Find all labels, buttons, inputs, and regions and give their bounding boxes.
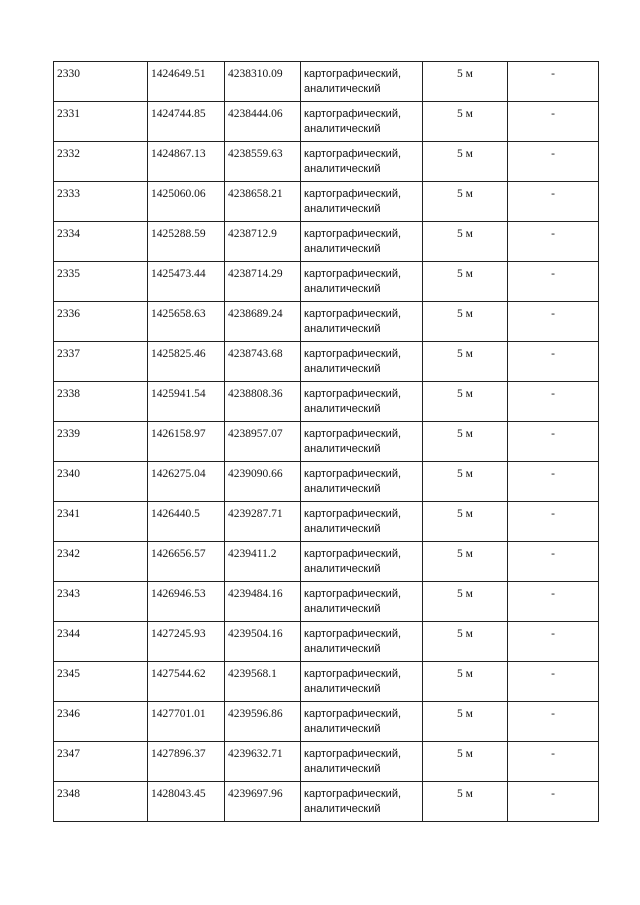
method-cell bbox=[301, 502, 423, 542]
method-text-line-1: картографический, bbox=[304, 748, 402, 760]
method-text-line-1: картографический, bbox=[304, 708, 402, 720]
method-text-line-1: картографический, bbox=[304, 188, 402, 200]
point-number-cell: 2338 bbox=[54, 382, 148, 422]
note-cell: - bbox=[508, 502, 599, 542]
table-row bbox=[54, 502, 599, 542]
method-cell bbox=[301, 742, 423, 782]
accuracy-cell: 5 м bbox=[423, 662, 508, 702]
x-coordinate-cell: 1426275.04 bbox=[148, 462, 225, 502]
x-coordinate-cell: 1424867.13 bbox=[148, 142, 225, 182]
note-cell: - bbox=[508, 342, 599, 382]
method-text-line-2: аналитический bbox=[304, 83, 381, 95]
accuracy-cell: 5 м bbox=[423, 422, 508, 462]
method-text-line-1: картографический, bbox=[304, 68, 402, 80]
point-number-cell: 2336 bbox=[54, 302, 148, 342]
accuracy-cell: 5 м bbox=[423, 622, 508, 662]
note-cell: - bbox=[508, 222, 599, 262]
y-coordinate-cell: 4238743.68 bbox=[225, 342, 301, 382]
note-cell: - bbox=[508, 422, 599, 462]
y-coordinate-cell: 4238310.09 bbox=[225, 62, 301, 102]
method-text-line-1: картографический, bbox=[304, 228, 402, 240]
table-row bbox=[54, 102, 599, 142]
point-number-cell: 2341 bbox=[54, 502, 148, 542]
y-coordinate-cell: 4239596.86 bbox=[225, 702, 301, 742]
x-coordinate-cell: 1427896.37 bbox=[148, 742, 225, 782]
method-text-line-2: аналитический bbox=[304, 123, 381, 135]
accuracy-cell: 5 м bbox=[423, 342, 508, 382]
y-coordinate-cell: 4239090.66 bbox=[225, 462, 301, 502]
table-row bbox=[54, 622, 599, 662]
method-text-line-2: аналитический bbox=[304, 243, 381, 255]
method-text-line-1: картографический, bbox=[304, 148, 402, 160]
method-cell bbox=[301, 142, 423, 182]
accuracy-cell: 5 м bbox=[423, 142, 508, 182]
table-row bbox=[54, 182, 599, 222]
accuracy-cell: 5 м bbox=[423, 62, 508, 102]
accuracy-cell: 5 м bbox=[423, 462, 508, 502]
accuracy-cell: 5 м bbox=[423, 582, 508, 622]
method-text-line-1: картографический, bbox=[304, 588, 402, 600]
y-coordinate-cell: 4238957.07 bbox=[225, 422, 301, 462]
method-text-line-2: аналитический bbox=[304, 363, 381, 375]
method-text-line-2: аналитический bbox=[304, 163, 381, 175]
note-cell: - bbox=[508, 782, 599, 822]
note-cell: - bbox=[508, 662, 599, 702]
point-number-cell: 2334 bbox=[54, 222, 148, 262]
method-cell bbox=[301, 702, 423, 742]
note-cell: - bbox=[508, 542, 599, 582]
x-coordinate-cell: 1426158.97 bbox=[148, 422, 225, 462]
x-coordinate-cell: 1426656.57 bbox=[148, 542, 225, 582]
coordinates-table bbox=[53, 61, 599, 822]
table-row bbox=[54, 422, 599, 462]
method-text-line-2: аналитический bbox=[304, 683, 381, 695]
y-coordinate-cell: 4238658.21 bbox=[225, 182, 301, 222]
table-row bbox=[54, 742, 599, 782]
table-row bbox=[54, 302, 599, 342]
table-row bbox=[54, 62, 599, 102]
x-coordinate-cell: 1425060.06 bbox=[148, 182, 225, 222]
note-cell: - bbox=[508, 382, 599, 422]
y-coordinate-cell: 4239504.16 bbox=[225, 622, 301, 662]
table-row bbox=[54, 342, 599, 382]
method-cell bbox=[301, 62, 423, 102]
method-cell bbox=[301, 262, 423, 302]
point-number-cell: 2343 bbox=[54, 582, 148, 622]
point-number-cell: 2332 bbox=[54, 142, 148, 182]
method-cell bbox=[301, 182, 423, 222]
note-cell: - bbox=[508, 742, 599, 782]
y-coordinate-cell: 4239568.1 bbox=[225, 662, 301, 702]
method-text-line-1: картографический, bbox=[304, 388, 402, 400]
method-text-line-1: картографический, bbox=[304, 348, 402, 360]
method-text-line-2: аналитический bbox=[304, 763, 381, 775]
method-text-line-1: картографический, bbox=[304, 268, 402, 280]
note-cell: - bbox=[508, 582, 599, 622]
accuracy-cell: 5 м bbox=[423, 182, 508, 222]
method-text-line-2: аналитический bbox=[304, 203, 381, 215]
method-text-line-2: аналитический bbox=[304, 723, 381, 735]
accuracy-cell: 5 м bbox=[423, 262, 508, 302]
method-text-line-1: картографический, bbox=[304, 108, 402, 120]
point-number-cell: 2339 bbox=[54, 422, 148, 462]
y-coordinate-cell: 4239697.96 bbox=[225, 782, 301, 822]
note-cell: - bbox=[508, 302, 599, 342]
method-cell bbox=[301, 622, 423, 662]
accuracy-cell: 5 м bbox=[423, 502, 508, 542]
x-coordinate-cell: 1427544.62 bbox=[148, 662, 225, 702]
note-cell: - bbox=[508, 622, 599, 662]
accuracy-cell: 5 м bbox=[423, 302, 508, 342]
note-cell: - bbox=[508, 102, 599, 142]
method-cell bbox=[301, 462, 423, 502]
point-number-cell: 2330 bbox=[54, 62, 148, 102]
point-number-cell: 2340 bbox=[54, 462, 148, 502]
method-cell bbox=[301, 662, 423, 702]
method-cell bbox=[301, 582, 423, 622]
point-number-cell: 2333 bbox=[54, 182, 148, 222]
table-row bbox=[54, 382, 599, 422]
accuracy-cell: 5 м bbox=[423, 102, 508, 142]
method-cell bbox=[301, 342, 423, 382]
table-row bbox=[54, 542, 599, 582]
y-coordinate-cell: 4239484.16 bbox=[225, 582, 301, 622]
method-text-line-2: аналитический bbox=[304, 403, 381, 415]
method-text-line-2: аналитический bbox=[304, 283, 381, 295]
method-cell bbox=[301, 102, 423, 142]
method-text-line-2: аналитический bbox=[304, 523, 381, 535]
y-coordinate-cell: 4238444.06 bbox=[225, 102, 301, 142]
method-text-line-1: картографический, bbox=[304, 468, 402, 480]
y-coordinate-cell: 4239287.71 bbox=[225, 502, 301, 542]
point-number-cell: 2346 bbox=[54, 702, 148, 742]
method-cell bbox=[301, 782, 423, 822]
x-coordinate-cell: 1425941.54 bbox=[148, 382, 225, 422]
note-cell: - bbox=[508, 142, 599, 182]
method-text-line-2: аналитический bbox=[304, 483, 381, 495]
point-number-cell: 2342 bbox=[54, 542, 148, 582]
point-number-cell: 2335 bbox=[54, 262, 148, 302]
table-row bbox=[54, 702, 599, 742]
note-cell: - bbox=[508, 262, 599, 302]
x-coordinate-cell: 1425825.46 bbox=[148, 342, 225, 382]
table-row bbox=[54, 662, 599, 702]
method-text-line-2: аналитический bbox=[304, 603, 381, 615]
x-coordinate-cell: 1425658.63 bbox=[148, 302, 225, 342]
coordinates-table-body bbox=[54, 62, 599, 822]
method-text-line-2: аналитический bbox=[304, 643, 381, 655]
method-text-line-2: аналитический bbox=[304, 563, 381, 575]
method-cell bbox=[301, 302, 423, 342]
accuracy-cell: 5 м bbox=[423, 382, 508, 422]
table-row bbox=[54, 582, 599, 622]
method-text-line-2: аналитический bbox=[304, 443, 381, 455]
method-text-line-2: аналитический bbox=[304, 323, 381, 335]
table-row bbox=[54, 222, 599, 262]
y-coordinate-cell: 4239411.2 bbox=[225, 542, 301, 582]
point-number-cell: 2344 bbox=[54, 622, 148, 662]
point-number-cell: 2337 bbox=[54, 342, 148, 382]
method-text-line-1: картографический, bbox=[304, 668, 402, 680]
note-cell: - bbox=[508, 462, 599, 502]
y-coordinate-cell: 4238559.63 bbox=[225, 142, 301, 182]
note-cell: - bbox=[508, 62, 599, 102]
note-cell: - bbox=[508, 702, 599, 742]
x-coordinate-cell: 1426946.53 bbox=[148, 582, 225, 622]
accuracy-cell: 5 м bbox=[423, 782, 508, 822]
x-coordinate-cell: 1427701.01 bbox=[148, 702, 225, 742]
x-coordinate-cell: 1424649.51 bbox=[148, 62, 225, 102]
x-coordinate-cell: 1426440.5 bbox=[148, 502, 225, 542]
x-coordinate-cell: 1425473.44 bbox=[148, 262, 225, 302]
method-text-line-1: картографический, bbox=[304, 628, 402, 640]
y-coordinate-cell: 4239632.71 bbox=[225, 742, 301, 782]
method-text-line-1: картографический, bbox=[304, 788, 402, 800]
method-text-line-1: картографический, bbox=[304, 508, 402, 520]
point-number-cell: 2348 bbox=[54, 782, 148, 822]
table-row bbox=[54, 142, 599, 182]
x-coordinate-cell: 1427245.93 bbox=[148, 622, 225, 662]
method-cell bbox=[301, 422, 423, 462]
method-text-line-1: картографический, bbox=[304, 428, 402, 440]
method-cell bbox=[301, 542, 423, 582]
accuracy-cell: 5 м bbox=[423, 222, 508, 262]
table-row bbox=[54, 782, 599, 822]
method-text-line-2: аналитический bbox=[304, 803, 381, 815]
x-coordinate-cell: 1425288.59 bbox=[148, 222, 225, 262]
accuracy-cell: 5 м bbox=[423, 702, 508, 742]
point-number-cell: 2331 bbox=[54, 102, 148, 142]
point-number-cell: 2345 bbox=[54, 662, 148, 702]
y-coordinate-cell: 4238712.9 bbox=[225, 222, 301, 262]
x-coordinate-cell: 1428043.45 bbox=[148, 782, 225, 822]
note-cell: - bbox=[508, 182, 599, 222]
table-row bbox=[54, 462, 599, 502]
y-coordinate-cell: 4238808.36 bbox=[225, 382, 301, 422]
x-coordinate-cell: 1424744.85 bbox=[148, 102, 225, 142]
method-cell bbox=[301, 222, 423, 262]
method-text-line-1: картографический, bbox=[304, 308, 402, 320]
accuracy-cell: 5 м bbox=[423, 542, 508, 582]
point-number-cell: 2347 bbox=[54, 742, 148, 782]
y-coordinate-cell: 4238689.24 bbox=[225, 302, 301, 342]
table-row bbox=[54, 262, 599, 302]
method-cell bbox=[301, 382, 423, 422]
accuracy-cell: 5 м bbox=[423, 742, 508, 782]
method-text-line-1: картографический, bbox=[304, 548, 402, 560]
y-coordinate-cell: 4238714.29 bbox=[225, 262, 301, 302]
